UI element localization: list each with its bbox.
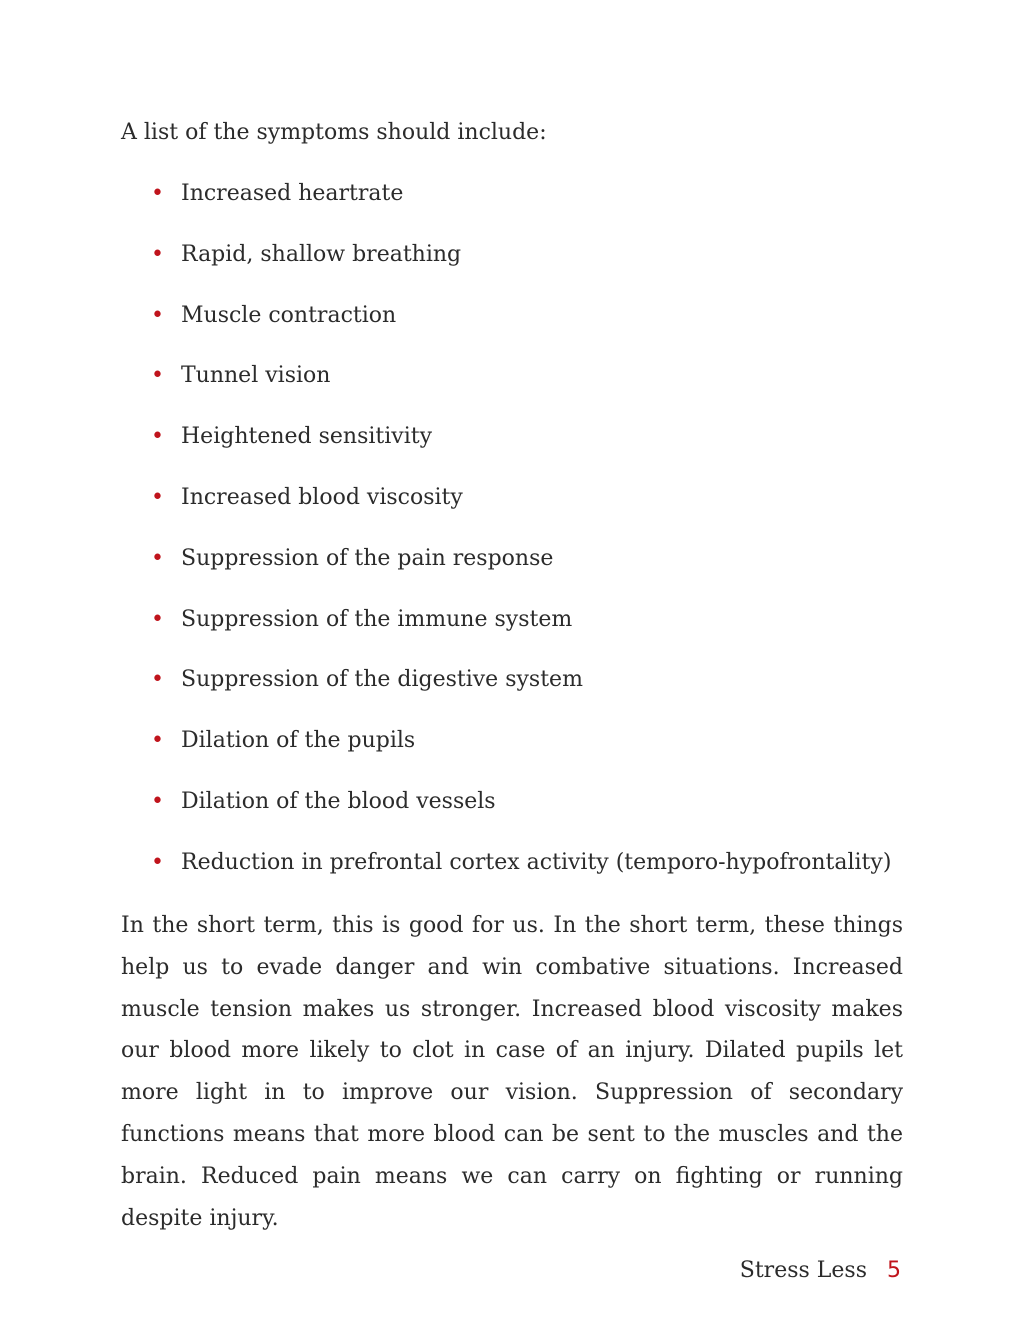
bullet-icon: •: [151, 728, 164, 754]
bullet-icon: •: [151, 302, 164, 328]
list-item-text: Heightened sensitivity: [181, 424, 433, 450]
bullet-icon: •: [151, 241, 164, 267]
footer-book-title: Stress Less: [739, 1258, 867, 1283]
list-item-text: Increased blood viscosity: [181, 484, 463, 510]
intro-text: A list of the symptoms should include:: [121, 120, 547, 145]
bullet-icon: •: [151, 424, 164, 450]
bullet-icon: •: [151, 181, 164, 206]
bullet-icon: •: [151, 849, 164, 875]
list-item-text: Tunnel vision: [181, 363, 331, 389]
page-number: 5: [887, 1258, 901, 1283]
list-item-text: Suppression of the digestive system: [181, 667, 583, 693]
body-paragraph: In the short term, this is good for us. In the short term, these things help us to evade danger and win combative situations. Increased muscle tension makes us stronger. Increased blood viscosity makes our blood more likely to clot in case of an injury. Dilated pupils let more light in to improve our vision. Suppression of secondary functions means that more blood can be sent to the muscles and the brain. Reduced pain means we can carry on fighting or running despite injury.: [121, 913, 903, 1231]
bullet-icon: •: [151, 667, 164, 693]
bullet-icon: •: [151, 484, 164, 510]
bullet-icon: •: [151, 545, 164, 571]
list-item-text: Suppression of the immune system: [181, 606, 573, 632]
list-item-text: Suppression of the pain response: [181, 545, 554, 571]
list-item-text: Muscle contraction: [181, 302, 397, 328]
bullet-icon: •: [151, 363, 164, 389]
list-item-text: Rapid, shallow breathing: [181, 241, 462, 267]
bullet-icon: •: [151, 788, 164, 814]
list-item-text: Dilation of the pupils: [181, 728, 416, 754]
bullet-icon: •: [151, 606, 164, 632]
list-item-text: Dilation of the blood vessels: [181, 788, 496, 814]
list-item-text: Reduction in prefrontal cortex activity (temporo-hypofrontality): [181, 849, 892, 875]
list-item-text: Increased heartrate: [181, 181, 404, 206]
